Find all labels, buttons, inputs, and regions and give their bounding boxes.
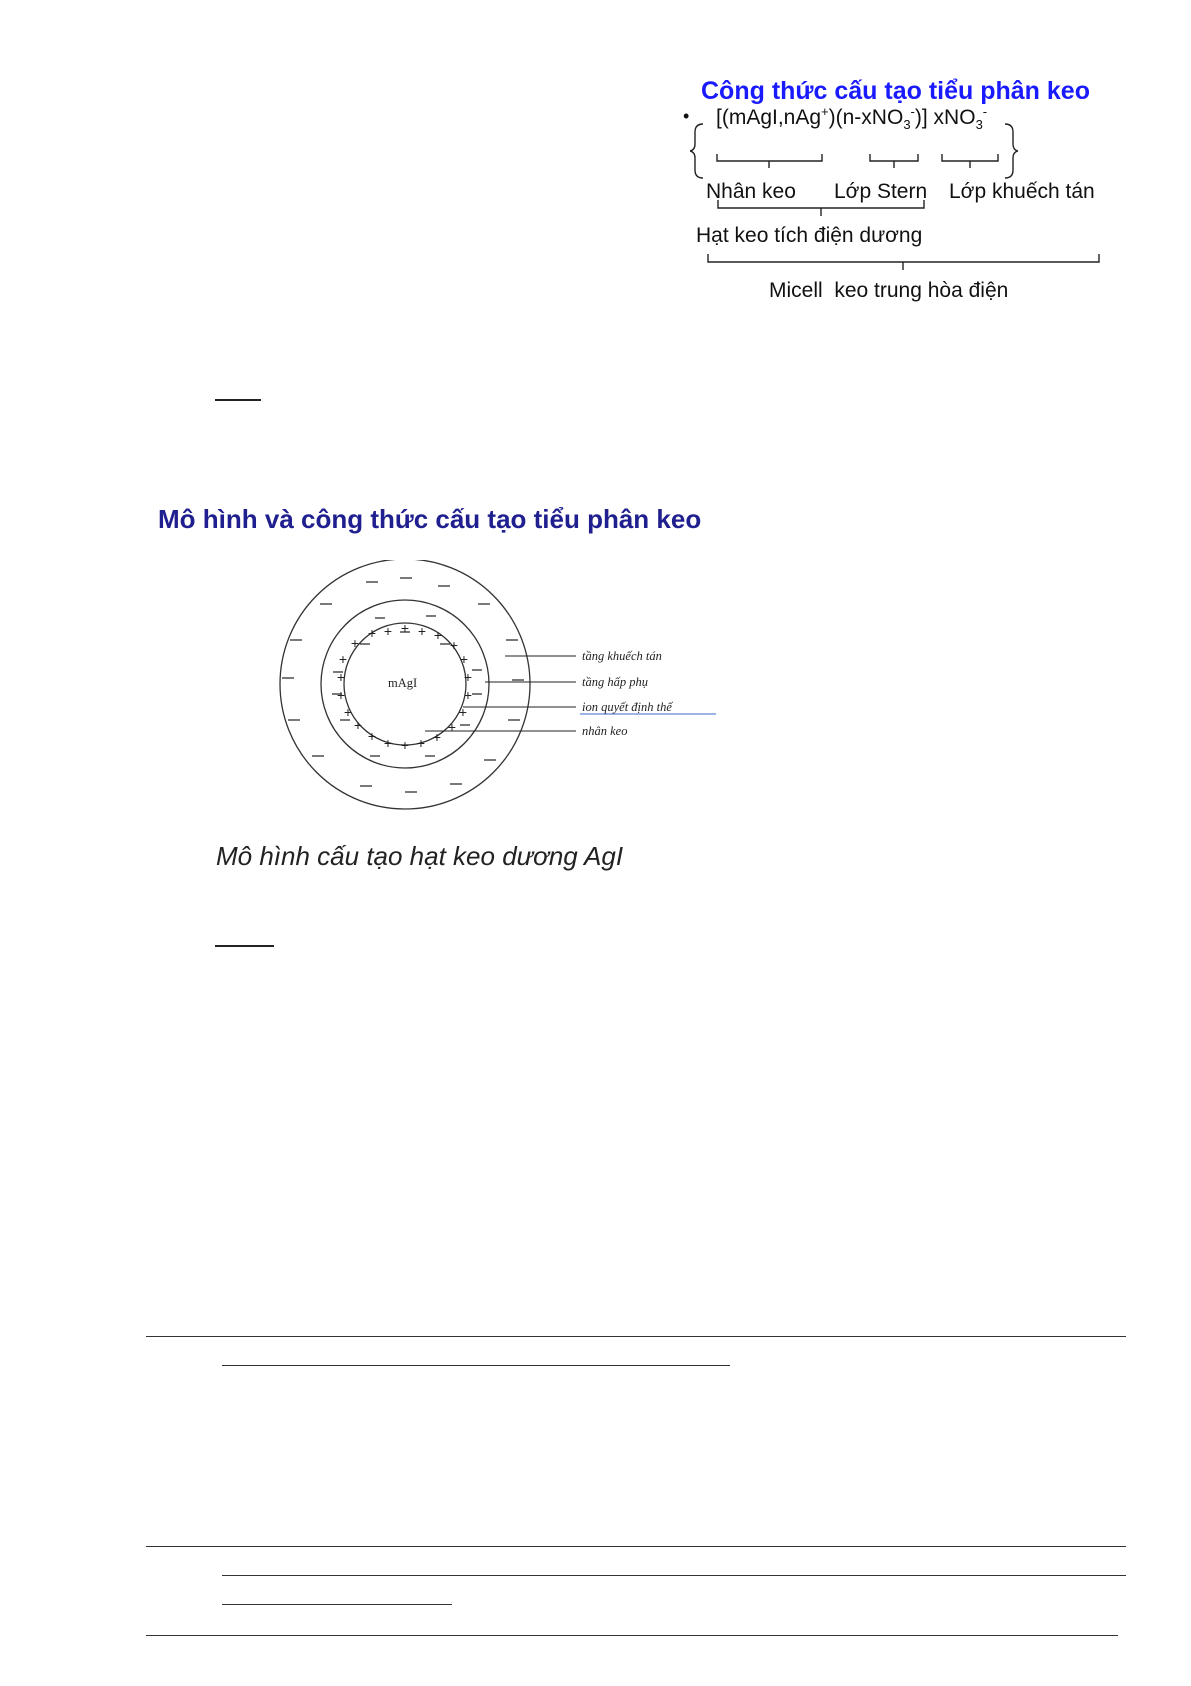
plus-sign: + [338,651,348,667]
right-curly-brace [1005,124,1018,178]
legend-diffuse: tầng khuếch tán [582,649,662,663]
micelle-diagram [260,560,730,820]
plus-sign: + [449,637,459,653]
label-diffuse: Lớp khuếch tán [949,180,1095,203]
horizontal-rule [146,1546,1126,1547]
blank-line [222,1604,452,1605]
core-underbrace [717,154,822,168]
blank-line [222,1575,1126,1576]
label-particle: Hạt keo tích điện dương [696,224,923,247]
blank-heading-underline [215,399,261,401]
plus-sign: + [353,717,363,733]
blank-line [222,1365,730,1366]
formula-sup: - [982,104,988,119]
formula-sup: + [821,104,829,119]
formula-sub: 3 [975,117,983,133]
horizontal-rule [146,1336,1126,1337]
legend-adsorption: tầng hấp phụ [582,675,648,689]
plus-sign: + [383,735,393,751]
legend-core: nhân keo [582,724,628,738]
diffuse-underbrace [942,154,998,168]
formula-part: )(n-xNO [828,106,904,129]
plus-sign: + [417,623,427,639]
plus-sign: + [383,623,393,639]
plus-sign: + [447,719,457,735]
plus-sign: + [350,635,360,651]
formula-part: [(mAgI,nAg [716,106,822,129]
stern-underbrace [870,154,918,168]
plus-sign: + [463,687,473,703]
plus-sign: + [432,729,442,745]
model-caption: Mô hình cấu tạo hạt keo dương AgI [216,841,624,871]
label-stern: Lớp Stern [834,180,928,203]
plus-sign: + [367,625,377,641]
plus-sign: + [400,620,410,636]
bullet: • [683,106,690,126]
horizontal-rule [146,1635,1118,1636]
plus-sign: + [400,737,410,753]
label-core: Nhân keo [706,180,796,203]
plus-sign: + [336,687,346,703]
blank-heading-underline [215,945,274,947]
core-label: mAgI [388,676,418,690]
plus-sign: + [458,704,468,720]
legend-ion: ion quyết định thế [582,700,672,714]
formula-sup: - [910,104,915,119]
formula-title: Công thức cấu tạo tiểu phân keo [701,77,1090,105]
plus-sign: + [416,735,426,751]
formula-sub: 3 [903,117,911,133]
label-micell: Micell keo trung hòa điện [769,279,1009,302]
plus-sign: + [463,669,473,685]
model-title: Mô hình và công thức cấu tạo tiểu phân keo [158,504,702,534]
plus-sign: + [367,728,377,744]
left-curly-brace [690,124,703,178]
micell-underbrace [708,254,1099,270]
plus-sign: + [459,651,469,667]
plus-sign: + [336,669,346,685]
formula-part: )] xNO [914,106,976,129]
plus-sign: + [343,704,353,720]
plus-sign: + [433,627,443,643]
